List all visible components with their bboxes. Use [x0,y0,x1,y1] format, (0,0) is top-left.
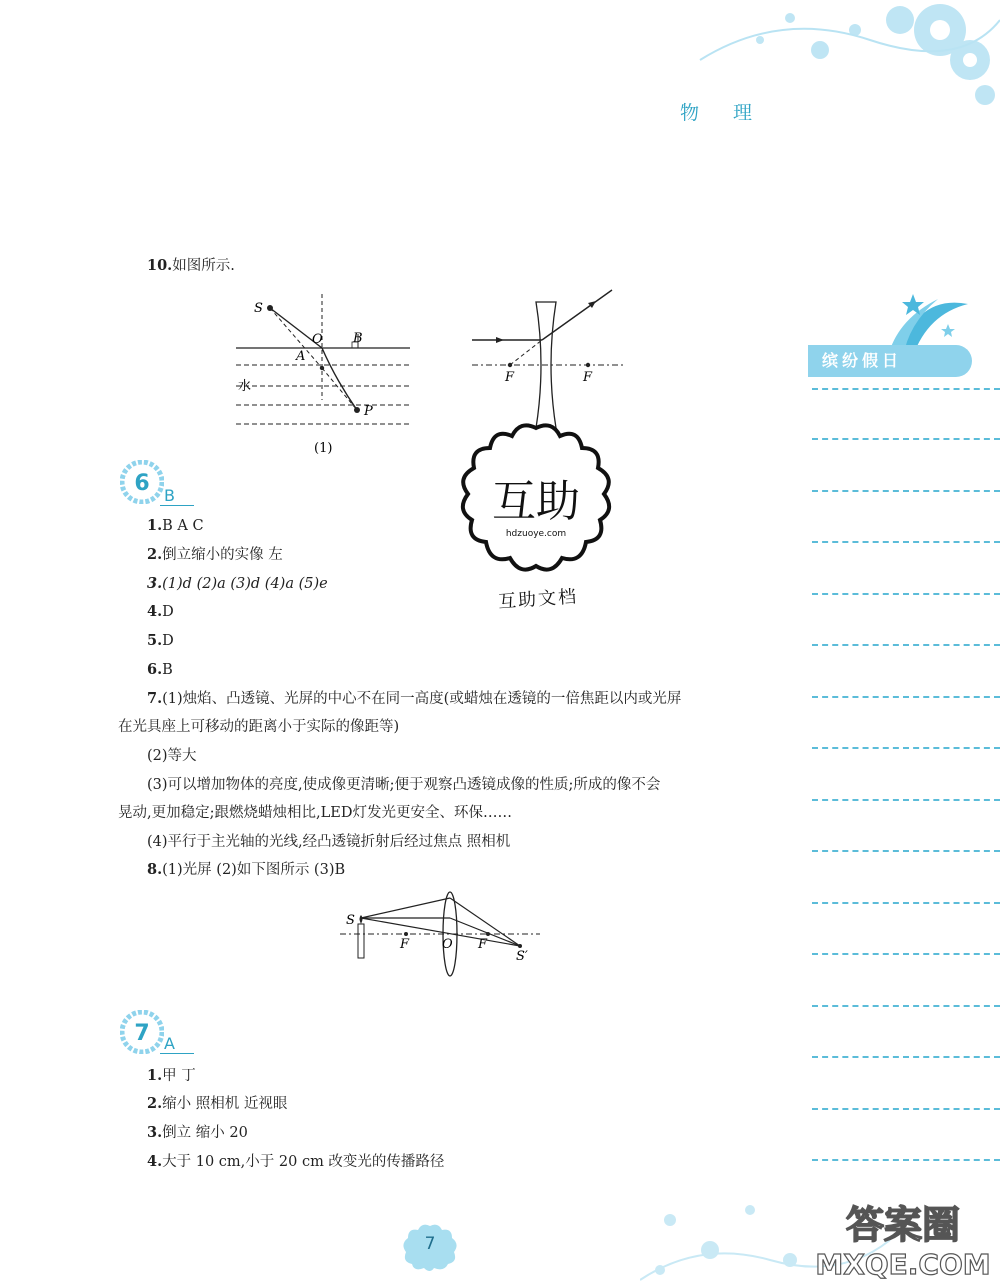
note-line [812,490,1000,492]
label-s: S [254,301,263,316]
section-7-badge [120,1010,164,1054]
s6-answer-7-line1: 7.(1)烛焰、凸透镜、光屏的中心不在同一高度(或蜡烛在透镜的一倍焦距以内或光屏 [147,690,682,707]
note-line [812,644,1000,646]
floral-decoration-top [640,0,1000,110]
section-6-badge [120,460,164,504]
s6-answer-8: 8.(1)光屏 (2)如下图所示 (3)B [147,861,346,878]
s6-answer-1: 1.B A C [147,517,204,534]
label-p: P [364,404,373,419]
label-water: 水 [238,379,252,394]
label-f-right: F [478,937,488,952]
watermark-url: hdzuoye.com [505,529,567,539]
note-line [812,1159,1000,1161]
s7-answer-4: 4.大于 10 cm,小于 20 cm 改变光的传播路径 [147,1153,445,1170]
s6-answer-4: 4.D [147,603,174,620]
question-10: 10.如图所示. [147,257,235,274]
note-line [812,388,1000,390]
section-6-underline [160,505,194,506]
note-line [812,1005,1000,1007]
s6-answer-6: 6.B [147,661,173,678]
label-a: A [296,349,306,364]
note-line [812,593,1000,595]
label-b: B [353,331,363,346]
note-line [812,953,1000,955]
note-line [812,438,1000,440]
note-line [812,541,1000,543]
site-logo [812,1196,994,1280]
label-o: O [442,937,453,952]
s7-answer-3: 3.倒立 缩小 20 [147,1124,248,1141]
svg-text:MXQE.COM: MXQE.COM [815,1248,991,1280]
holiday-banner: 缤纷假日 [808,345,972,377]
label-f-left: F [400,937,410,952]
svg-text:6: 6 [134,471,150,496]
note-line [812,696,1000,698]
label-f-left: F [505,370,515,385]
note-line [812,850,1000,852]
section-7-underline [160,1053,194,1054]
note-line [812,747,1000,749]
refraction-figure [232,290,412,460]
s6-answer-7-line3: (2)等大 [147,748,197,764]
convex-lens-figure [340,888,540,978]
label-s: S [346,913,355,928]
svg-text:答案圈: 答案圈 [845,1203,961,1247]
section-7-letter: A [164,1034,175,1053]
s6-answer-3: 3.(1)d (2)a (3)d (4)a (5)e [147,575,328,592]
s6-answer-7-line2: 在光具座上可移动的距离小于实际的像距等) [118,719,400,735]
note-line [812,1056,1000,1058]
s7-answer-2: 2.缩小 照相机 近视眼 [147,1095,288,1112]
watermark-big-text: 互助 [492,476,580,527]
note-line [812,799,1000,801]
note-line [812,1108,1000,1110]
watermark-stamp [456,420,616,580]
s7-answer-1: 1.甲 丁 [147,1067,196,1084]
note-line [812,902,1000,904]
s6-answer-7-line5: 晃动,更加稳定;跟燃烧蜡烛相比,LED灯发光更安全、环保…… [118,805,512,821]
s6-answer-7-line6: (4)平行于主光轴的光线,经凸透镜折射后经过焦点 照相机 [147,834,511,850]
section-6-letter: B [164,486,175,505]
s6-answer-7-line4: (3)可以增加物体的亮度,使成像更清晰;便于观察凸透镜成像的性质;所成的像不会 [147,777,661,793]
page-number: 7 [424,1234,436,1254]
label-s-image: S′ [516,949,528,964]
label-f-right: F [583,370,593,385]
subject-title: 物 理 [680,102,767,124]
s6-answer-2: 2.倒立缩小的实像 左 [147,546,283,563]
s6-answer-5: 5.D [147,632,174,649]
label-o: O [312,332,323,347]
watermark-caption: 互助文档 [497,586,579,613]
svg-text:7: 7 [134,1021,150,1046]
figure-1-caption: (1) [314,441,333,456]
